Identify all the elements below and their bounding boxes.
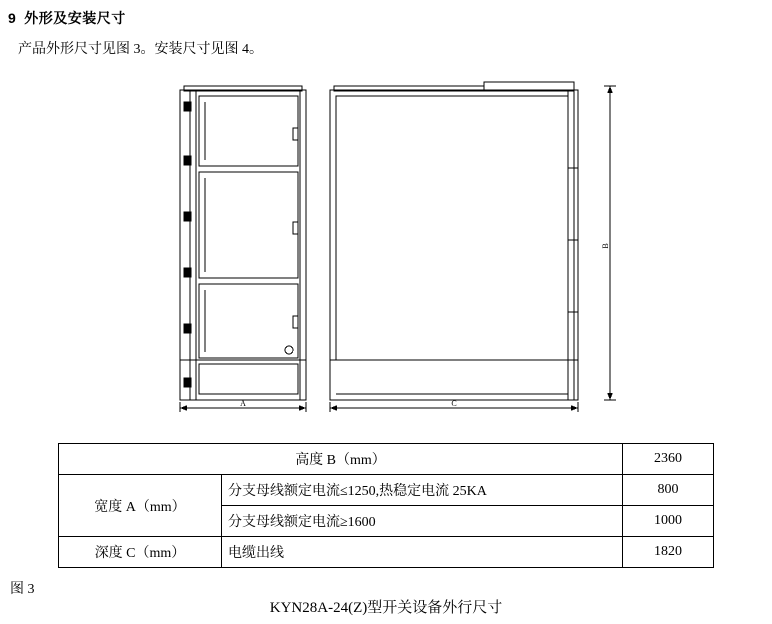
table-cell-width-desc-1: 分支母线额定电流≤1250,热稳定电流 25KA — [222, 475, 623, 506]
table-cell-width-value-2: 1000 — [623, 506, 714, 537]
table-cell-width-value-1: 800 — [623, 475, 714, 506]
table-cell-depth-desc: 电缆出线 — [222, 537, 623, 568]
table-cell-width-desc-2: 分支母线额定电流≥1600 — [222, 506, 623, 537]
table-cell-depth-label: 深度 C（mm） — [59, 537, 222, 568]
figure-label: 图 3 — [10, 582, 35, 597]
figure-caption: KYN28A-24(Z)型开关设备外行尺寸 — [269, 600, 503, 616]
dimension-table — [58, 443, 714, 568]
table-cell-depth-value: 1820 — [623, 537, 714, 568]
dimension-label-c: C — [451, 399, 457, 408]
table-cell-width-label: 宽度 A（mm） — [59, 475, 222, 537]
intro-paragraph: 产品外形尺寸见图 3。安装尺寸见图 4。 — [18, 42, 263, 57]
section-number: 9 — [8, 10, 17, 26]
table-row — [59, 537, 714, 568]
section-heading — [8, 8, 126, 28]
table-row — [59, 475, 714, 506]
dimension-label-a: A — [240, 399, 246, 408]
table-cell-height-label: 高度 B（mm） — [59, 444, 623, 475]
table-row — [59, 444, 714, 475]
equipment-dimension-drawing — [0, 72, 772, 412]
section-title: 外形及安装尺寸 — [24, 10, 126, 26]
dimension-label-b: B — [601, 243, 610, 249]
table-cell-height-value: 2360 — [623, 444, 714, 475]
